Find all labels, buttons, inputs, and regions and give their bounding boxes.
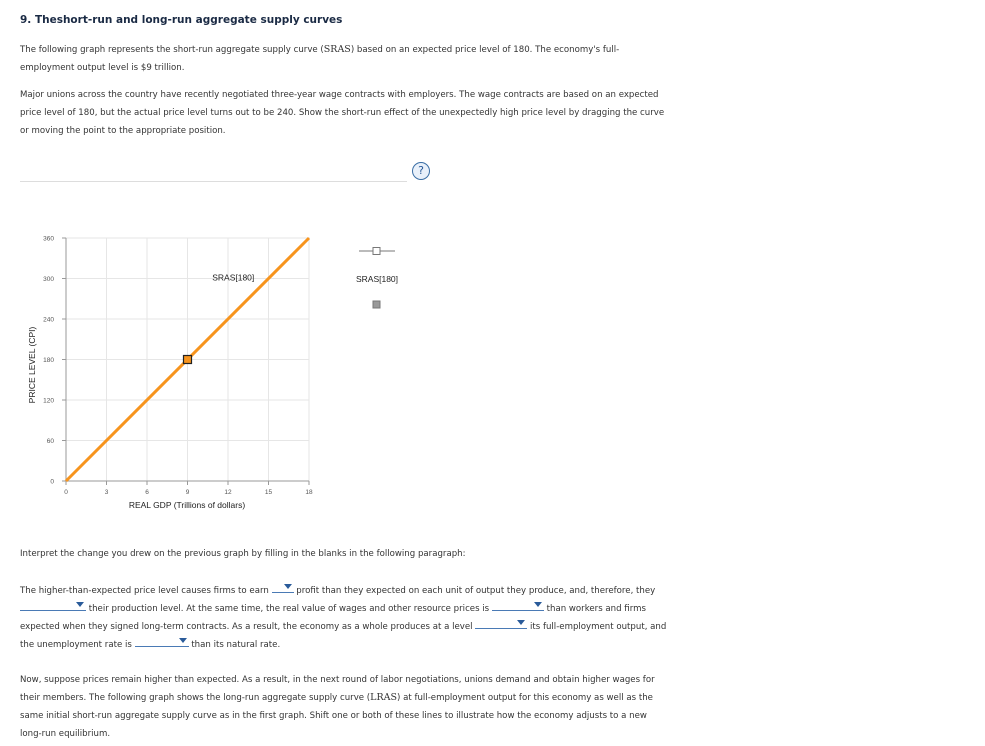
- scenario-line-1: Major unions across the country have recently negotiated three-year wage contracts with employers. The wage contracts are based on an expected: [20, 90, 659, 100]
- chevron-down-icon: [179, 638, 187, 643]
- intro-line-1: [20, 41, 619, 59]
- x-tick-label: 3: [104, 489, 109, 496]
- graph-divider: [20, 181, 407, 182]
- sras-abbreviation: SRAS: [323, 44, 351, 55]
- part2-text: their members. The following graph shows the long-run aggregate supply curve (: [20, 693, 371, 703]
- part2-text-2: ) at full-employment output for this economy as well as the: [397, 693, 653, 703]
- output-level-blank-dropdown[interactable]: [475, 617, 527, 629]
- paragraph-text-2: profit than they expected on each unit of output they produce, and, therefore, they: [296, 586, 656, 596]
- chevron-down-icon: [76, 602, 84, 607]
- intro-line-2: employment output level is $9 trillion.: [20, 63, 185, 73]
- paragraph-line-1: [20, 581, 655, 600]
- profit-blank-dropdown[interactable]: [272, 581, 294, 593]
- y-ticks: [43, 236, 66, 486]
- sras-graph: [0, 225, 420, 515]
- paragraph-line-4: [20, 635, 280, 654]
- y-tick-label: 60: [46, 438, 54, 445]
- y-tick-label: 240: [43, 316, 54, 324]
- part2-line-1: Now, suppose prices remain higher than expected. As a result, in the next round of labor negotiations, unions demand and obtain higher wages for: [20, 675, 655, 685]
- part2-line-4: long-run equilibrium.: [20, 729, 111, 739]
- paragraph-text-7: the unemployment rate is: [20, 640, 132, 650]
- x-tick-label: 9: [185, 489, 190, 496]
- paragraph-text-3: their production level. At the same time, the real value of wages and other resource prices is: [88, 604, 490, 614]
- chevron-down-icon: [534, 602, 542, 607]
- lras-abbreviation: LRAS: [370, 692, 397, 703]
- interpret-prompt: Interpret the change you drew on the previous graph by filling in the blanks in the following paragraph:: [20, 549, 466, 559]
- question-title: 9. Theshort-run and long-run aggregate supply curves: [20, 14, 343, 26]
- sras-point[interactable]: [184, 356, 192, 364]
- chevron-down-icon: [517, 620, 525, 625]
- paragraph-line-2: [20, 599, 646, 618]
- y-tick-label: 120: [43, 397, 54, 405]
- paragraph-text-8: than its natural rate.: [191, 640, 281, 650]
- part2-line-2: [20, 689, 653, 707]
- x-tick-label: 6: [145, 489, 149, 496]
- paragraph-line-3: [20, 617, 666, 636]
- unemployment-blank-dropdown[interactable]: [135, 635, 189, 647]
- paragraph-text-5: expected when they signed long-term contracts. As a result, the economy as a whole produces at a level: [20, 622, 473, 632]
- y-tick-label: 360: [43, 235, 54, 243]
- part2-line-3: same initial short-run aggregate supply curve as in the first graph. Shift one or both of these lines to illustrate how the economy adjusts to a new: [20, 711, 647, 721]
- y-axis-title: PRICE LEVEL (CPI): [27, 326, 37, 404]
- x-tick-label: 12: [224, 489, 232, 496]
- paragraph-text-6: its full-employment output, and: [529, 622, 667, 632]
- scenario-line-2: price level of 180, but the actual price level turns out to be 240. Show the short-run effect of the unexpectedly high price level by dragging the curve: [20, 108, 665, 118]
- legend-sras-line-tool[interactable]: [359, 248, 395, 255]
- x-ticks: [64, 481, 313, 496]
- y-tick-label: 300: [43, 276, 54, 283]
- scenario-line-3: or moving the point to the appropriate position.: [20, 126, 226, 136]
- intro-text: The following graph represents the short-run aggregate supply curve (: [20, 45, 324, 55]
- chevron-down-icon: [284, 584, 292, 589]
- sras-curve-label: SRAS[180]: [212, 272, 255, 283]
- x-tick-label: 18: [305, 489, 313, 496]
- paragraph-text-4: than workers and firms: [546, 604, 646, 614]
- intro-text-2: ) based on an expected price level of 180. The economy's full-: [350, 45, 620, 55]
- y-tick-label: 0: [50, 478, 54, 486]
- x-tick-label: 0: [64, 489, 68, 496]
- help-icon[interactable]: ?: [412, 162, 430, 180]
- paragraph-text-1: The higher-than-expected price level causes firms to earn: [20, 586, 269, 596]
- legend-label: SRAS[180]: [355, 274, 399, 284]
- production-level-blank-dropdown[interactable]: [20, 599, 86, 611]
- x-axis-title: REAL GDP (Trillions of dollars): [128, 500, 246, 510]
- real-wage-blank-dropdown[interactable]: [492, 599, 544, 611]
- y-tick-label: 180: [43, 357, 54, 364]
- x-tick-label: 15: [264, 489, 273, 496]
- legend-line-handle: [373, 248, 380, 255]
- legend-point-tool[interactable]: [373, 301, 380, 308]
